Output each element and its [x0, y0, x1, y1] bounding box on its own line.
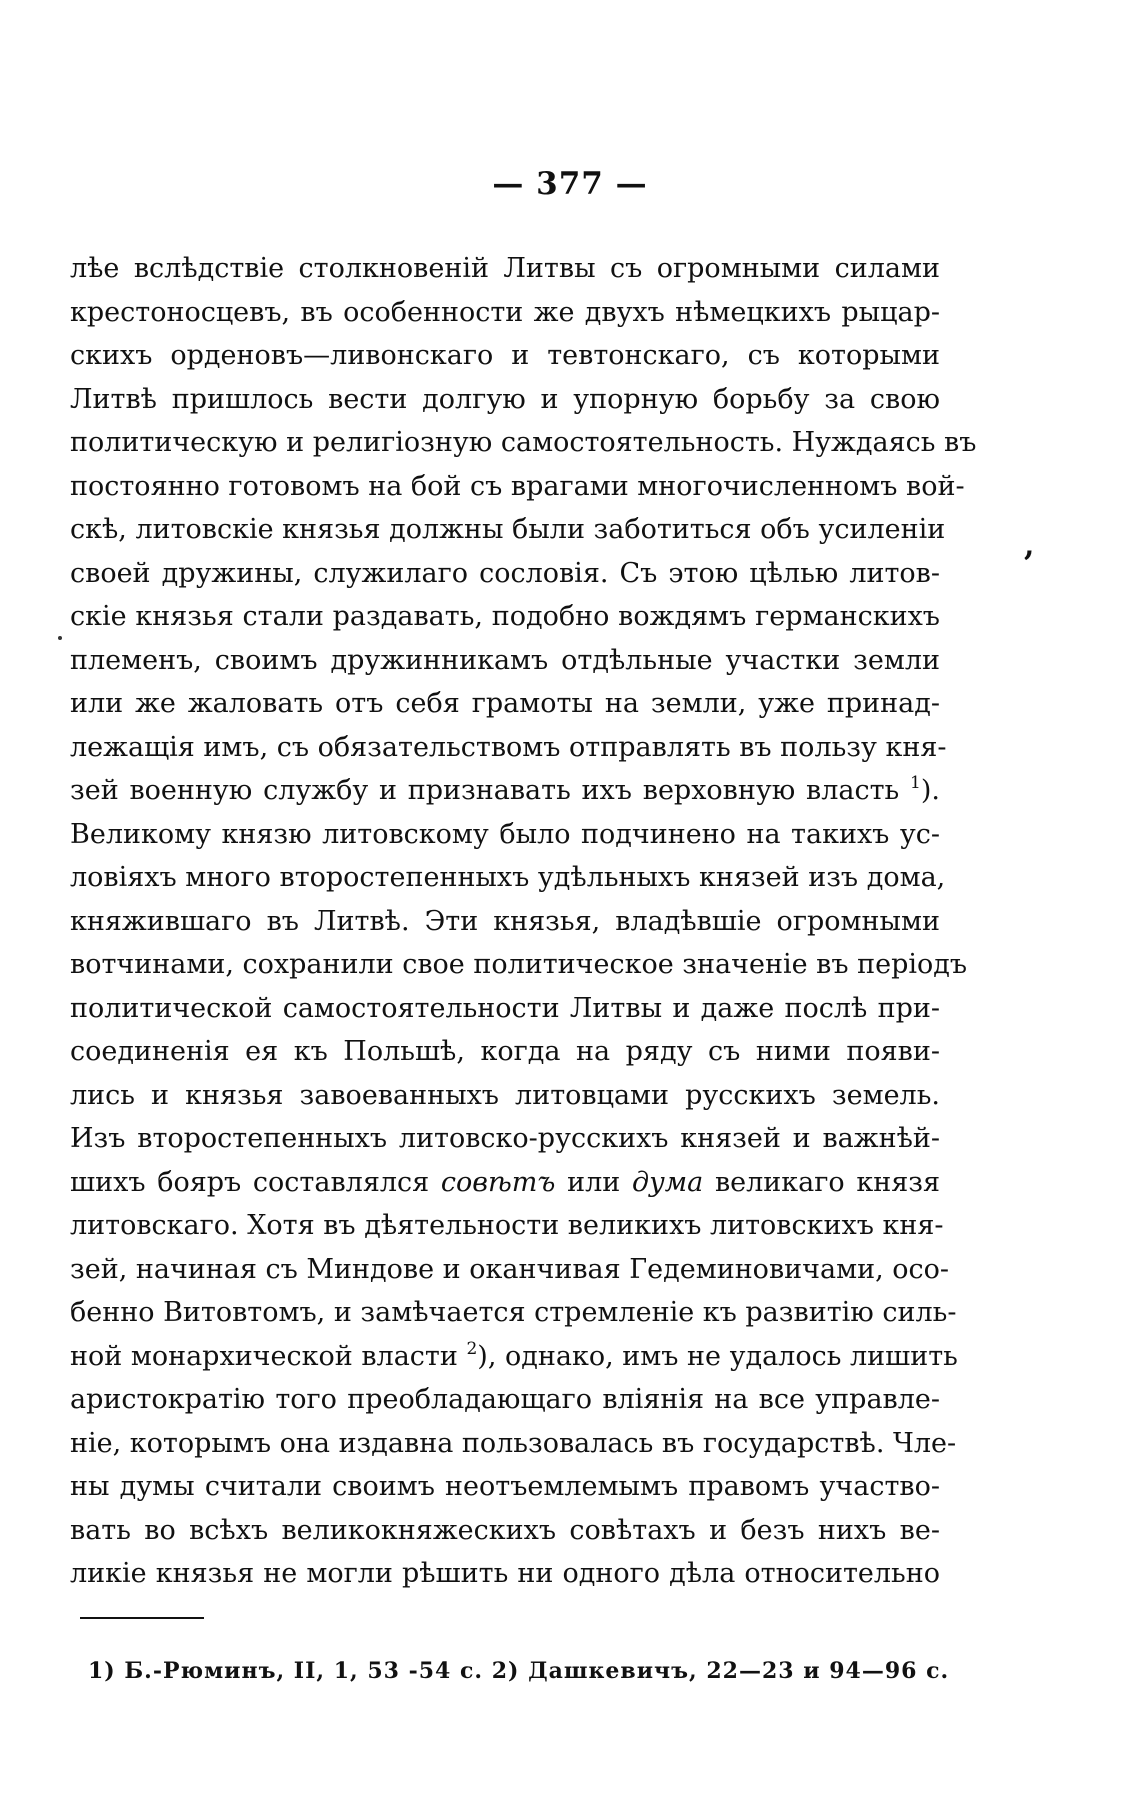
- text-line: лежащія имъ, съ обязательствомъ отправлять въ пользу кня-: [70, 731, 947, 763]
- text-line: скѣ, литовскіе князья должны были заботиться объ усиленіи: [70, 514, 946, 545]
- text-line: политическую и религіозную самостоятельность. Нуждаясь въ: [70, 427, 977, 458]
- text-line: соединенія ея къ Польшѣ, когда на ряду съ ними появи-: [70, 1036, 940, 1067]
- text-line: Великому князю литовскому было подчинено на такихъ ус-: [70, 818, 940, 850]
- text-line: зей, начиная съ Миндове и оканчивая Гедеминовичами, осо-: [70, 1253, 950, 1285]
- footnote-ref-2: 2: [466, 1338, 478, 1359]
- text-line: скіе князья стали раздавать, подобно вождямъ германскихъ: [70, 601, 940, 632]
- body-text: [70, 247, 977, 1596]
- text-line: аристократію того преобладающаго вліянія на все управле-: [70, 1384, 940, 1415]
- stray-dot: [58, 636, 62, 640]
- text-line: ны думы считали своимъ неотъемлемымъ правомъ участво-: [70, 1471, 940, 1502]
- text-line: своей дружины, служилаго сословія. Съ этою цѣлью литов-: [70, 557, 940, 589]
- text-line: ніе, которымъ она издавна пользовалась въ государствѣ. Чле-: [70, 1427, 957, 1459]
- margin-mark: ,: [1024, 528, 1035, 563]
- text-line: постоянно готовомъ на бой съ врагами многочисленномъ вой-: [70, 470, 965, 502]
- text-line: лись и князья завоеванныхъ литовцами русскихъ земель.: [70, 1079, 940, 1111]
- footnote: 1) Б.-Рюминъ, II, 1, 53 -54 с. 2) Дашкевичъ, 22—23 и 94—96 с.: [88, 1658, 950, 1684]
- footnote-divider: [80, 1617, 204, 1619]
- text-line: ной монархической власти $^2$), однако, имъ не удалось лишить: [70, 1338, 958, 1372]
- text-line: зей военную службу и признавать ихъ верховную власть $^1$).: [70, 773, 940, 806]
- text-line: Литвѣ пришлось вести долгую и упорную борьбу за свою: [70, 383, 940, 415]
- emphasis-duma: дума: [631, 1166, 704, 1198]
- text-line: литовскаго. Хотя въ дѣятельности великихъ литовскихъ кня-: [70, 1210, 944, 1241]
- text-line: княжившаго въ Литвѣ. Эти князья, владѣвшіе огромными: [70, 905, 940, 937]
- text-line: ликіе князья не могли рѣшить ни одного дѣла относительно: [70, 1558, 940, 1589]
- text-line: племенъ, своимъ дружинникамъ отдѣльные участки земли: [70, 644, 940, 676]
- text-line: крестоносцевъ, въ особенности же двухъ нѣмецкихъ рыцар-: [70, 296, 940, 328]
- text-line: вотчинами, сохранили свое политическое значеніе въ періодъ: [70, 949, 968, 980]
- text-line: лѣе вслѣдствіе столкновеній Литвы съ огромными силами: [70, 253, 940, 284]
- text-line: вать во всѣхъ великокняжескихъ совѣтахъ и безъ нихъ ве-: [70, 1514, 940, 1546]
- text-line: политической самостоятельности Литвы и даже послѣ при-: [70, 992, 940, 1024]
- emphasis-sovet: совѣтъ: [440, 1166, 556, 1198]
- text-line: скихъ орденовъ—ливонскаго и тевтонскаго, съ которыми: [70, 340, 940, 371]
- text-line: или же жаловать отъ себя грамоты на земли, уже принад-: [70, 688, 940, 719]
- text-line: шихъ бояръ составлялся совѣтъ или дума великаго князя: [70, 1166, 941, 1198]
- text-line: ловіяхъ много второстепенныхъ удѣльныхъ князей изъ дома,: [70, 862, 946, 893]
- page-number: — 377 —: [492, 166, 648, 202]
- text-line: Изъ второстепенныхъ литовско-русскихъ князей и важнѣй-: [70, 1123, 940, 1154]
- text-line: бенно Витовтомъ, и замѣчается стремленіе къ развитію силь-: [70, 1297, 957, 1328]
- footnote-ref-1: 1: [910, 773, 921, 793]
